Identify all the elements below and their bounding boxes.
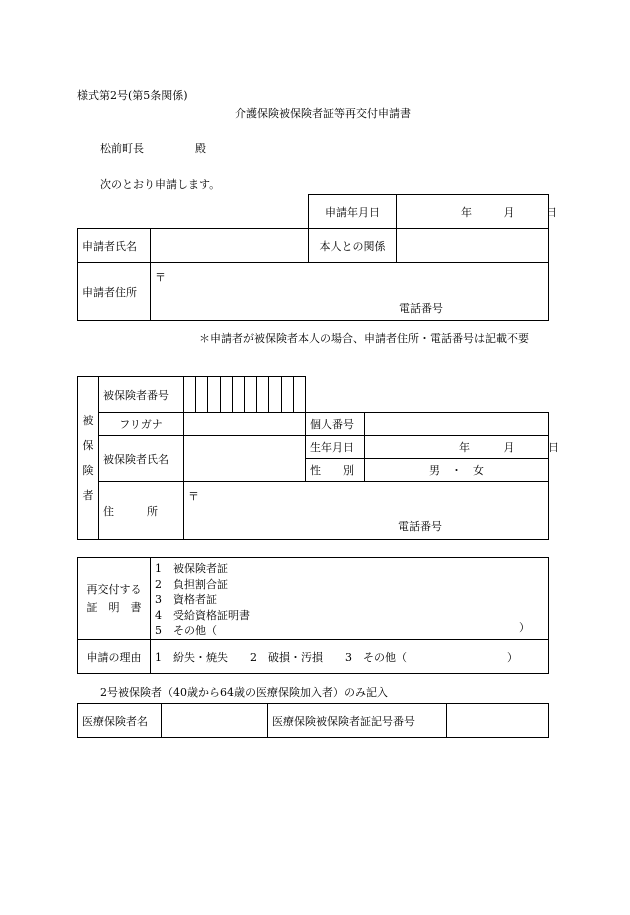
insured-name-field[interactable]: [184, 436, 306, 482]
form-number: 様式第2号(第5条関係): [77, 89, 188, 102]
intro-text: 次のとおり申請します。: [100, 178, 221, 191]
reissue-item-3[interactable]: 3 資格者証: [155, 593, 217, 607]
form-title: 介護保険被保険者証等再交付申請書: [235, 107, 411, 120]
applicant-address-label: 申請者住所: [78, 263, 151, 321]
birth-month: 月: [503, 441, 515, 454]
birth-year: 年: [459, 441, 470, 454]
birth-label: 生年月日: [306, 436, 365, 459]
addressee-honorific: 殿: [195, 142, 206, 155]
reason-options[interactable]: 1 紛失・焼失 2 破損・汚損 3 その他（: [155, 650, 407, 664]
personal-no-field[interactable]: [365, 413, 549, 436]
reason-label: 申請の理由: [78, 640, 151, 674]
personal-no-label: 個人番号: [306, 413, 365, 436]
relation-field[interactable]: [397, 229, 549, 263]
date-day: 日: [546, 205, 557, 219]
applicant-phone-label: 電話番号: [399, 302, 443, 315]
relation-label: 本人との関係: [309, 229, 397, 263]
reissue-other-close: ）: [519, 621, 530, 634]
secondary-note: 2号被保険者（40歳から64歳の医療保険加入者）のみ記入: [100, 686, 388, 699]
applicant-note: ＊申請者が被保険者本人の場合、申請者住所・電話番号は記載不要: [199, 332, 529, 345]
furigana-label: フリガナ: [99, 413, 184, 436]
applicant-name-field[interactable]: [151, 229, 309, 263]
insured-table: [77, 376, 559, 540]
insured-name-label: 被保険者氏名: [99, 436, 184, 482]
insured-number-field[interactable]: [184, 377, 306, 413]
secondary-table: [77, 703, 549, 738]
applicant-table: [77, 194, 557, 321]
insurer-field[interactable]: [162, 704, 268, 738]
reissue-items[interactable]: [151, 558, 549, 640]
reason-close: ）: [507, 650, 518, 664]
symbol-label: 医療保険被保険者証記号番号: [268, 704, 447, 738]
birth-day: 日: [548, 441, 559, 454]
reissue-item-1[interactable]: 1 被保険者証: [155, 562, 228, 575]
insured-number-label: 被保険者番号: [99, 377, 184, 413]
insured-side-label: 被 保 険 者: [78, 377, 99, 540]
sex-label: 性 別: [306, 459, 365, 482]
reissue-table: [77, 557, 549, 674]
birth-field[interactable]: [365, 436, 559, 459]
insurer-label: 医療保険者名: [78, 704, 162, 738]
date-year: 年: [461, 205, 472, 219]
reason-field[interactable]: [151, 640, 549, 674]
reissue-item-5[interactable]: 5 その他（: [155, 624, 217, 638]
insured-address-field[interactable]: [184, 482, 549, 540]
addressee-name: 松前町長: [100, 142, 144, 155]
furigana-field[interactable]: [184, 413, 306, 436]
symbol-field[interactable]: [447, 704, 549, 738]
date-field[interactable]: [397, 195, 557, 229]
reissue-item-2[interactable]: 2 負担割合証: [155, 577, 228, 591]
date-label: 申請年月日: [309, 195, 397, 229]
sex-options: 男 ・ 女: [429, 464, 484, 477]
sex-field[interactable]: [365, 459, 549, 482]
applicant-name-label: 申請者氏名: [78, 229, 151, 263]
reissue-item-4[interactable]: 4 受給資格証明書: [155, 608, 250, 622]
postal-mark: 〒: [155, 271, 166, 284]
insured-postal-mark: 〒: [188, 490, 199, 503]
reissue-label: 再交付する 証 明 書: [78, 558, 151, 640]
applicant-address-field[interactable]: [151, 263, 549, 321]
insured-phone-label: 電話番号: [398, 520, 442, 533]
insured-address-label: 住 所: [99, 482, 184, 540]
date-month: 月: [503, 205, 515, 219]
